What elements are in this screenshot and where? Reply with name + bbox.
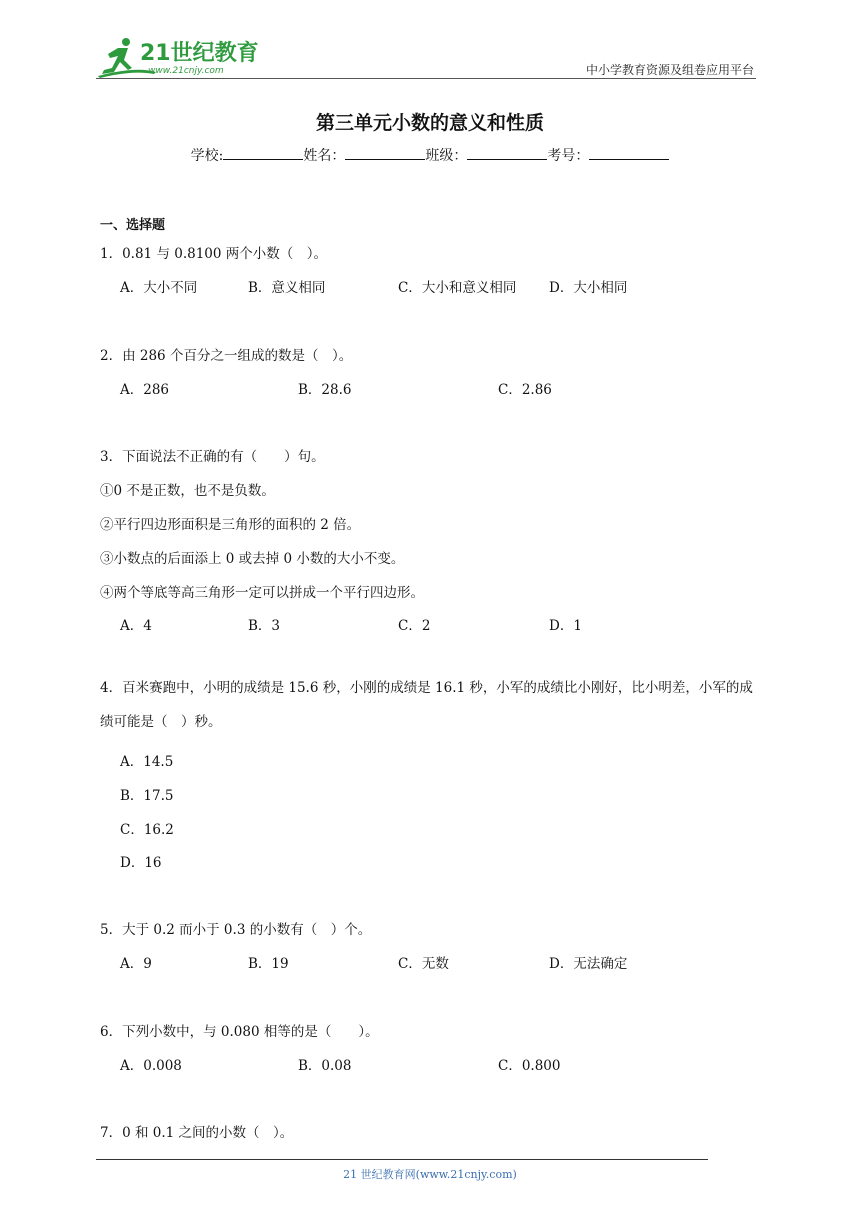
question-4-stem: 4．百米赛跑中，小明的成绩是 15.6 秒，小刚的成绩是 16.1 秒，小军的成绩比小刚好，比小明差，小军的成绩可能是（ ）秒。 [100,680,753,730]
question-6-stem: 6．下列小数中，与 0.080 相等的是（ ）。 [100,1024,379,1040]
question-3-statement-4: ④两个等底等高三角形一定可以拼成一个平行四边形。 [100,585,424,601]
question-6-option-a[interactable]: A．0.008 [120,1058,182,1074]
question-3-statement-2: ②平行四边形面积是三角形的面积的 2 倍。 [100,517,361,533]
name-label: 姓名： [303,148,346,164]
question-4-option-b[interactable]: B．17.5 [120,788,174,804]
question-2-option-b[interactable]: B．28.6 [298,382,352,398]
question-2-stem: 2．由 286 个百分之一组成的数是（ ）。 [100,348,353,364]
page-title: 第三单元小数的意义和性质 [315,112,544,134]
footer-site-text[interactable]: 21 世纪教育网(www.21cnjy.com) [343,1168,517,1181]
question-5-option-c[interactable]: C．无数 [398,956,449,972]
school-blank[interactable] [223,145,303,160]
logo-text: 21世纪教育 [140,41,259,66]
question-5-option-d[interactable]: D．无法确定 [549,956,628,972]
section-heading: 一、选择题 [100,218,166,233]
question-3-option-c[interactable]: C．2 [398,618,431,634]
question-3-option-b[interactable]: B．3 [248,618,281,634]
student-info-line [0,145,860,165]
question-5-option-a[interactable]: A．9 [120,956,152,972]
name-blank[interactable] [345,145,425,160]
class-blank[interactable] [467,145,547,160]
site-logo [96,36,266,78]
question-4-option-c[interactable]: C．16.2 [120,822,174,838]
question-3-option-a[interactable]: A．4 [120,618,152,634]
question-6-option-c[interactable]: C．0.800 [498,1058,561,1074]
question-2-option-c[interactable]: C．2.86 [498,382,552,398]
logo-url: www.21cnjy.com [148,66,224,76]
question-1-stem: 1．0.81 与 0.8100 两个小数（ ）。 [100,246,328,262]
question-3-statement-3: ③小数点的后面添上 0 或去掉 0 小数的大小不变。 [100,551,405,567]
school-label: 学校: [190,148,224,164]
question-5-stem: 5．大于 0.2 而小于 0.3 的小数有（ ）个。 [100,922,372,938]
footer-divider [96,1159,708,1160]
question-1-option-c[interactable]: C．大小和意义相同 [398,280,517,296]
question-4-option-d[interactable]: D．16 [120,855,162,871]
question-6-option-b[interactable]: B．0.08 [298,1058,352,1074]
question-1-option-b[interactable]: B．意义相同 [248,280,326,296]
exam-number-blank[interactable] [589,145,669,160]
question-2-option-a[interactable]: A．286 [120,382,170,398]
class-label: 班级： [425,148,468,164]
question-3-stem: 3．下面说法不正确的有（ ）句。 [100,449,325,465]
question-1-option-d[interactable]: D．大小相同 [549,280,628,296]
question-7-stem: 7．0 和 0.1 之间的小数（ ）。 [100,1125,294,1141]
question-3-statement-1: ①0 不是正数，也不是负数。 [100,483,275,499]
header-platform-text: 中小学教育资源及组卷应用平台 [585,63,754,77]
question-1-option-a[interactable]: A．大小不同 [120,280,198,296]
exam-number-label: 考号： [547,148,590,164]
header-divider [96,78,756,79]
question-3-option-d[interactable]: D．1 [549,618,582,634]
question-4-option-a[interactable]: A．14.5 [120,754,174,770]
question-5-option-b[interactable]: B．19 [248,956,289,972]
